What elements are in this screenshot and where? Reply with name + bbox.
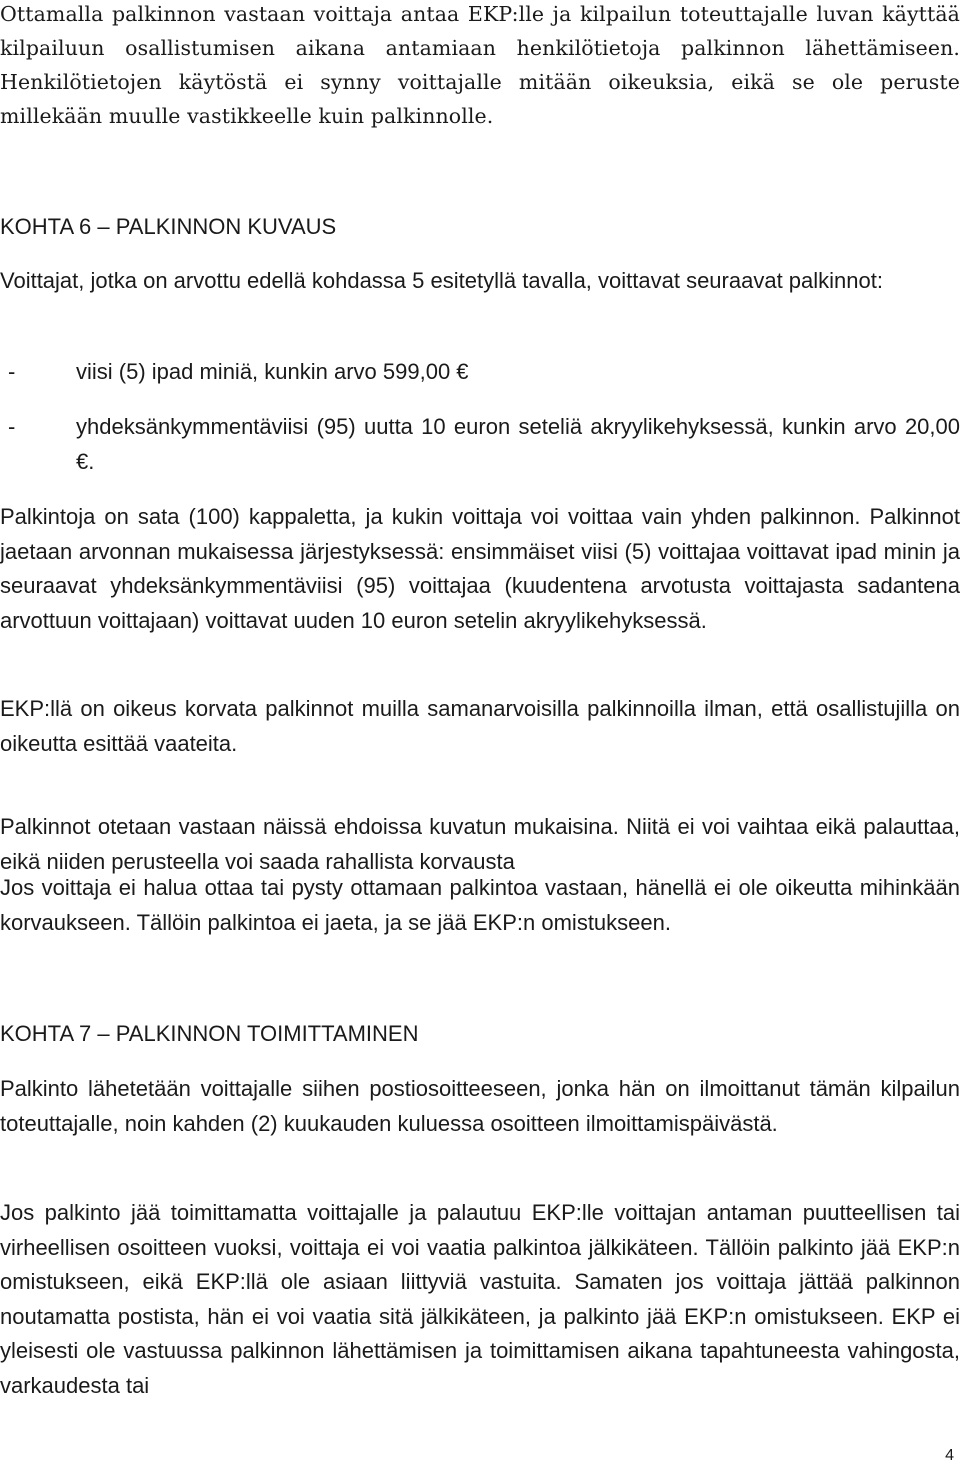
prize-substitution-paragraph: EKP:llä on oikeus korvata palkinnot muilla samanarvoisilla palkinnoilla ilman, että osallistujilla on oikeutta esittää vaateita.	[0, 696, 960, 756]
section-7-heading: KOHTA 7 – PALKINNON TOIMITTAMINEN	[0, 1021, 419, 1046]
section-6-lead-paragraph: Voittajat, jotka on arvottu edellä kohdassa 5 esitetyllä tavalla, voittavat seuraavat palkinnot:	[0, 268, 883, 293]
page-number: 4	[945, 1447, 954, 1464]
list-item-text: viisi (5) ipad miniä, kunkin arvo 599,00 €	[76, 359, 469, 384]
list-item-text: yhdeksänkymmentäviisi (95) uutta 10 euron seteliä akryylikehyksessä, kunkin arvo 20,00 €.	[76, 414, 960, 474]
intro-paragraph: Ottamalla palkinnon vastaan voittaja antaa EKP:lle ja kilpailun toteuttajalle luvan käyttää kilpailuun osallistumisen aikana antamiaan henkilötietoja palkinnon lähettämiseen. Henkilötietojen käytöstä ei synny voittajalle mitään oikeuksia, eikä se ole peruste millekään muulle vastikkeelle kuin palkinnolle.	[0, 2, 960, 128]
section-6-heading: KOHTA 6 – PALKINNON KUVAUS	[0, 214, 337, 239]
undelivered-prize-paragraph: Jos palkinto jää toimittamatta voittajalle ja palautuu EKP:lle voittajan antaman puutteellisen tai virheellisen osoitteen vuoksi, voittaja ei voi vaatia palkintoa jälkikäteen. Tällöin palkinto jää EKP:n omistukseen, eikä EKP:llä ole asiaan liittyviä vastuita. Samaten jos voittaja jättää palkinnon noutamatta postista, hän ei voi vaatia sitä jälkikäteen, ja palkinto jää EKP:n omistukseen. EKP ei yleisesti ole vastuussa palkinnon lähettämisen ja toimittamisen aikana tapahtuneesta vahingosta, varkaudesta tai	[0, 1200, 960, 1398]
prize-list-item	[0, 355, 960, 390]
prize-refusal-paragraph: Jos voittaja ei halua ottaa tai pysty ottamaan palkintoa vastaan, hänellä ei ole oikeutta mihinkään korvaukseen. Tällöin palkintoa ei jaeta, ja se jää EKP:n omistukseen.	[0, 875, 960, 935]
prize-list-item	[0, 410, 960, 479]
prize-count-paragraph: Palkintoja on sata (100) kappaletta, ja kukin voittaja voi voittaa vain yhden palkinnon. Palkinnot jaetaan arvonnan mukaisessa järjestyksessä: ensimmäiset viisi (5) voittajaa voittavat ipad minin ja seuraavat yhdeksänkymmentäviisi (95) voittajaa (kuudentena arvotusta voittajasta sadantena arvottuun voittajaan) voittavat uuden 10 euron setelin akryylikehyksessä.	[0, 504, 960, 633]
delivery-paragraph: Palkinto lähetetään voittajalle siihen postiosoitteeseen, jonka hän on ilmoittanut tämän kilpailun toteuttajalle, noin kahden (2) kuukauden kuluessa osoitteen ilmoittamispäivästä.	[0, 1076, 960, 1136]
list-dash: -	[8, 359, 16, 384]
prize-acceptance-paragraph: Palkinnot otetaan vastaan näissä ehdoissa kuvatun mukaisina. Niitä ei voi vaihtaa eikä palauttaa, eikä niiden perusteella voi saada rahallista korvausta	[0, 814, 960, 874]
list-dash: -	[8, 414, 16, 439]
